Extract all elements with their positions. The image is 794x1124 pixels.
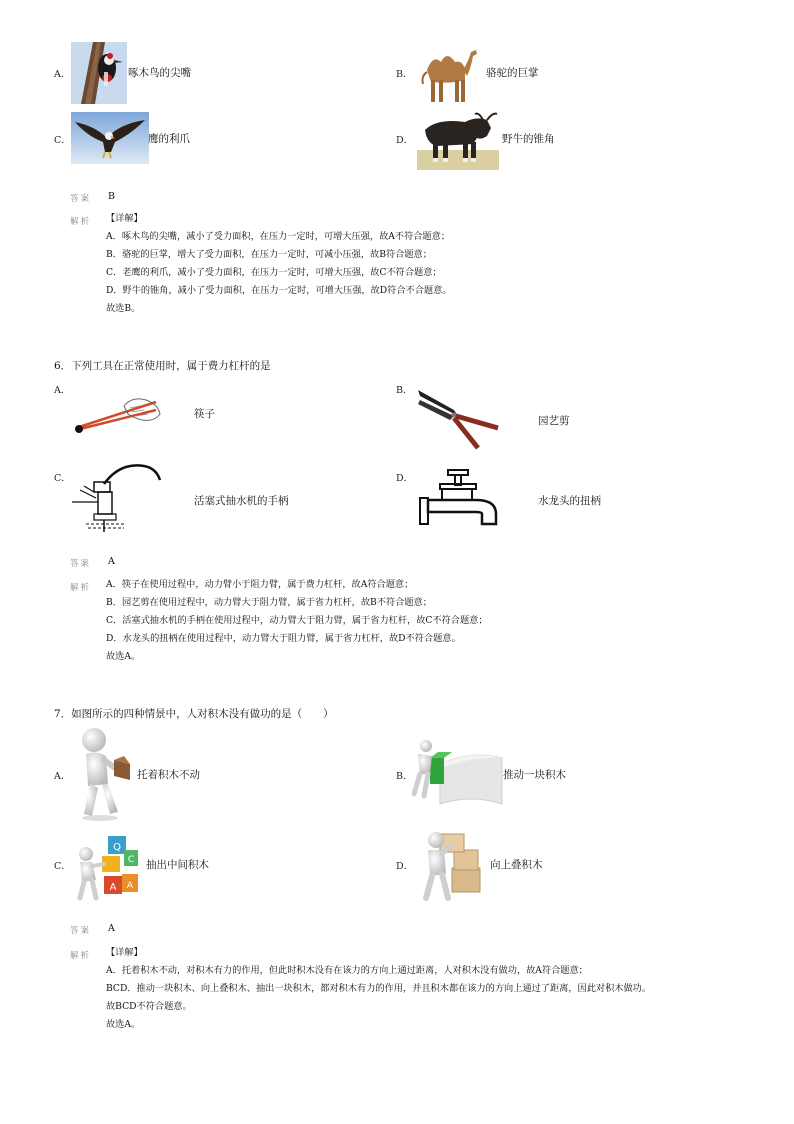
q6-title: 6．下列工具在正常使用时，属于费力杠杆的是: [54, 360, 271, 372]
q6-option-c-caption: 活塞式抽水机的手柄: [194, 495, 289, 507]
q7-option-d-letter: D．: [396, 861, 414, 872]
q7-analysis-line: 故选A。: [106, 1019, 141, 1030]
faucet-image: [416, 468, 502, 530]
q5-option-a-letter: A．: [54, 69, 71, 80]
q7-option-b-caption: 推动一块积木: [503, 769, 566, 781]
q7-answer-tag: 答案: [70, 926, 92, 936]
q5-option-b-caption: 骆驼的巨掌: [486, 67, 539, 79]
q6-option-a-letter: A．: [54, 385, 71, 396]
q7-answer-value: A: [108, 923, 115, 934]
block-letter: A: [126, 881, 134, 891]
q6-option-a-caption: 筷子: [194, 408, 215, 420]
pushing-block-image: [412, 738, 504, 808]
q5-analysis-line: 故选B。: [106, 303, 141, 314]
q6-analysis-line: C．活塞式抽水机的手柄在使用过程中，动力臂大于阻力臂，属于省力杠杆，故C不符合题意；: [106, 615, 488, 626]
q7-analysis-line: 故BCD不符合题意。: [106, 1001, 192, 1012]
q6-option-b-letter: B．: [396, 385, 413, 396]
q5-analysis: [106, 210, 451, 318]
block-letter: C: [127, 855, 135, 865]
piston-pump-image: [68, 462, 164, 534]
q6-answer-tag: 答案: [70, 559, 92, 569]
q7-option-b-letter: B．: [396, 771, 413, 782]
q6-option-d-letter: D．: [396, 473, 414, 484]
block-letter: Q: [113, 842, 121, 853]
q5-option-c-caption: 鹰的利爪: [148, 133, 190, 145]
q6-analysis-line: B．园艺剪在使用过程中，动力臂大于阻力臂，属于省力杠杆，故B不符合题意；: [106, 597, 432, 608]
eagle-image: [71, 112, 149, 164]
q7-title: 7．如图所示的四种情景中，人对积木没有做功的是（ ）: [54, 708, 334, 720]
q7-option-a-letter: A．: [54, 771, 71, 782]
q5-analysis-line: 【详解】: [106, 213, 143, 224]
q7-option-c-letter: C．: [54, 861, 71, 872]
bison-image: [417, 106, 499, 170]
q7-option-d-caption: 向上叠积木: [490, 859, 543, 871]
q5-option-c-letter: C．: [54, 135, 71, 146]
q6-analysis: [106, 576, 488, 666]
q5-analysis-line: C．老鹰的利爪，减小了受力面积，在压力一定时，可增大压强，故C不符合题意；: [106, 267, 442, 278]
q6-analysis-line: 故选A。: [106, 651, 141, 662]
q5-analysis-line: D．野牛的锥角，减小了受力面积，在压力一定时，可增大压强，故D符合不合题意。: [106, 285, 452, 296]
q6-option-b-caption: 园艺剪: [538, 415, 570, 427]
q7-analysis-line: BCD．推动一块积木、向上叠积木、抽出一块积木，都对积木有力的作用，并且积木都在该力的方向上通过了距离，因此对积木做功。: [106, 983, 652, 994]
garden-shears-image: [414, 386, 502, 452]
q5-option-b-letter: B．: [396, 69, 413, 80]
q5-answer-value: B: [108, 191, 115, 202]
woodpecker-image: [71, 42, 127, 104]
q6-analysis-line: D．水龙头的扭柄在使用过程中，动力臂大于阻力臂，属于省力杠杆，故D不符合题意。: [106, 633, 461, 644]
q5-analysis-line: B．骆驼的巨掌，增大了受力面积，在压力一定时，可减小压强，故B符合题意；: [106, 249, 432, 260]
q7-option-a-caption: 托着积木不动: [137, 769, 200, 781]
q5-option-d-letter: D．: [396, 135, 414, 146]
q7-analysis-line: A．托着积木不动，对积木有力的作用，但此时积木没有在该力的方向上通过距离，人对积木没有做功，故A符合题意；: [106, 965, 588, 976]
q5-analysis-line: A．啄木鸟的尖嘴，减小了受力面积，在压力一定时，可增大压强，故A不符合题意；: [106, 231, 451, 242]
q6-analysis-line: A．筷子在使用过程中，动力臂小于阻力臂，属于费力杠杆，故A符合题意；: [106, 579, 414, 590]
q7-analysis: [106, 944, 651, 1034]
q6-option-c-letter: C．: [54, 473, 71, 484]
q7-option-c-caption: 抽出中间积木: [146, 859, 209, 871]
camel-image: [413, 40, 483, 106]
q5-option-a-caption: 啄木鸟的尖嘴: [128, 67, 191, 79]
q5-analysis-tag: 解析: [70, 217, 92, 227]
pulling-block-image: [74, 832, 144, 902]
q7-analysis-tag: 解析: [70, 951, 92, 961]
q5-answer-tag: 答案: [70, 194, 92, 204]
q7-analysis-line: 【详解】: [106, 947, 143, 958]
q6-option-d-caption: 水龙头的扭柄: [538, 495, 601, 507]
q6-analysis-tag: 解析: [70, 583, 92, 593]
q6-answer-value: A: [108, 556, 115, 567]
chopsticks-image: [70, 392, 162, 440]
q5-option-d-caption: 野牛的锥角: [502, 133, 555, 145]
holding-block-image: [74, 726, 134, 822]
stacking-block-image: [416, 828, 486, 902]
block-letter: A: [109, 882, 117, 893]
